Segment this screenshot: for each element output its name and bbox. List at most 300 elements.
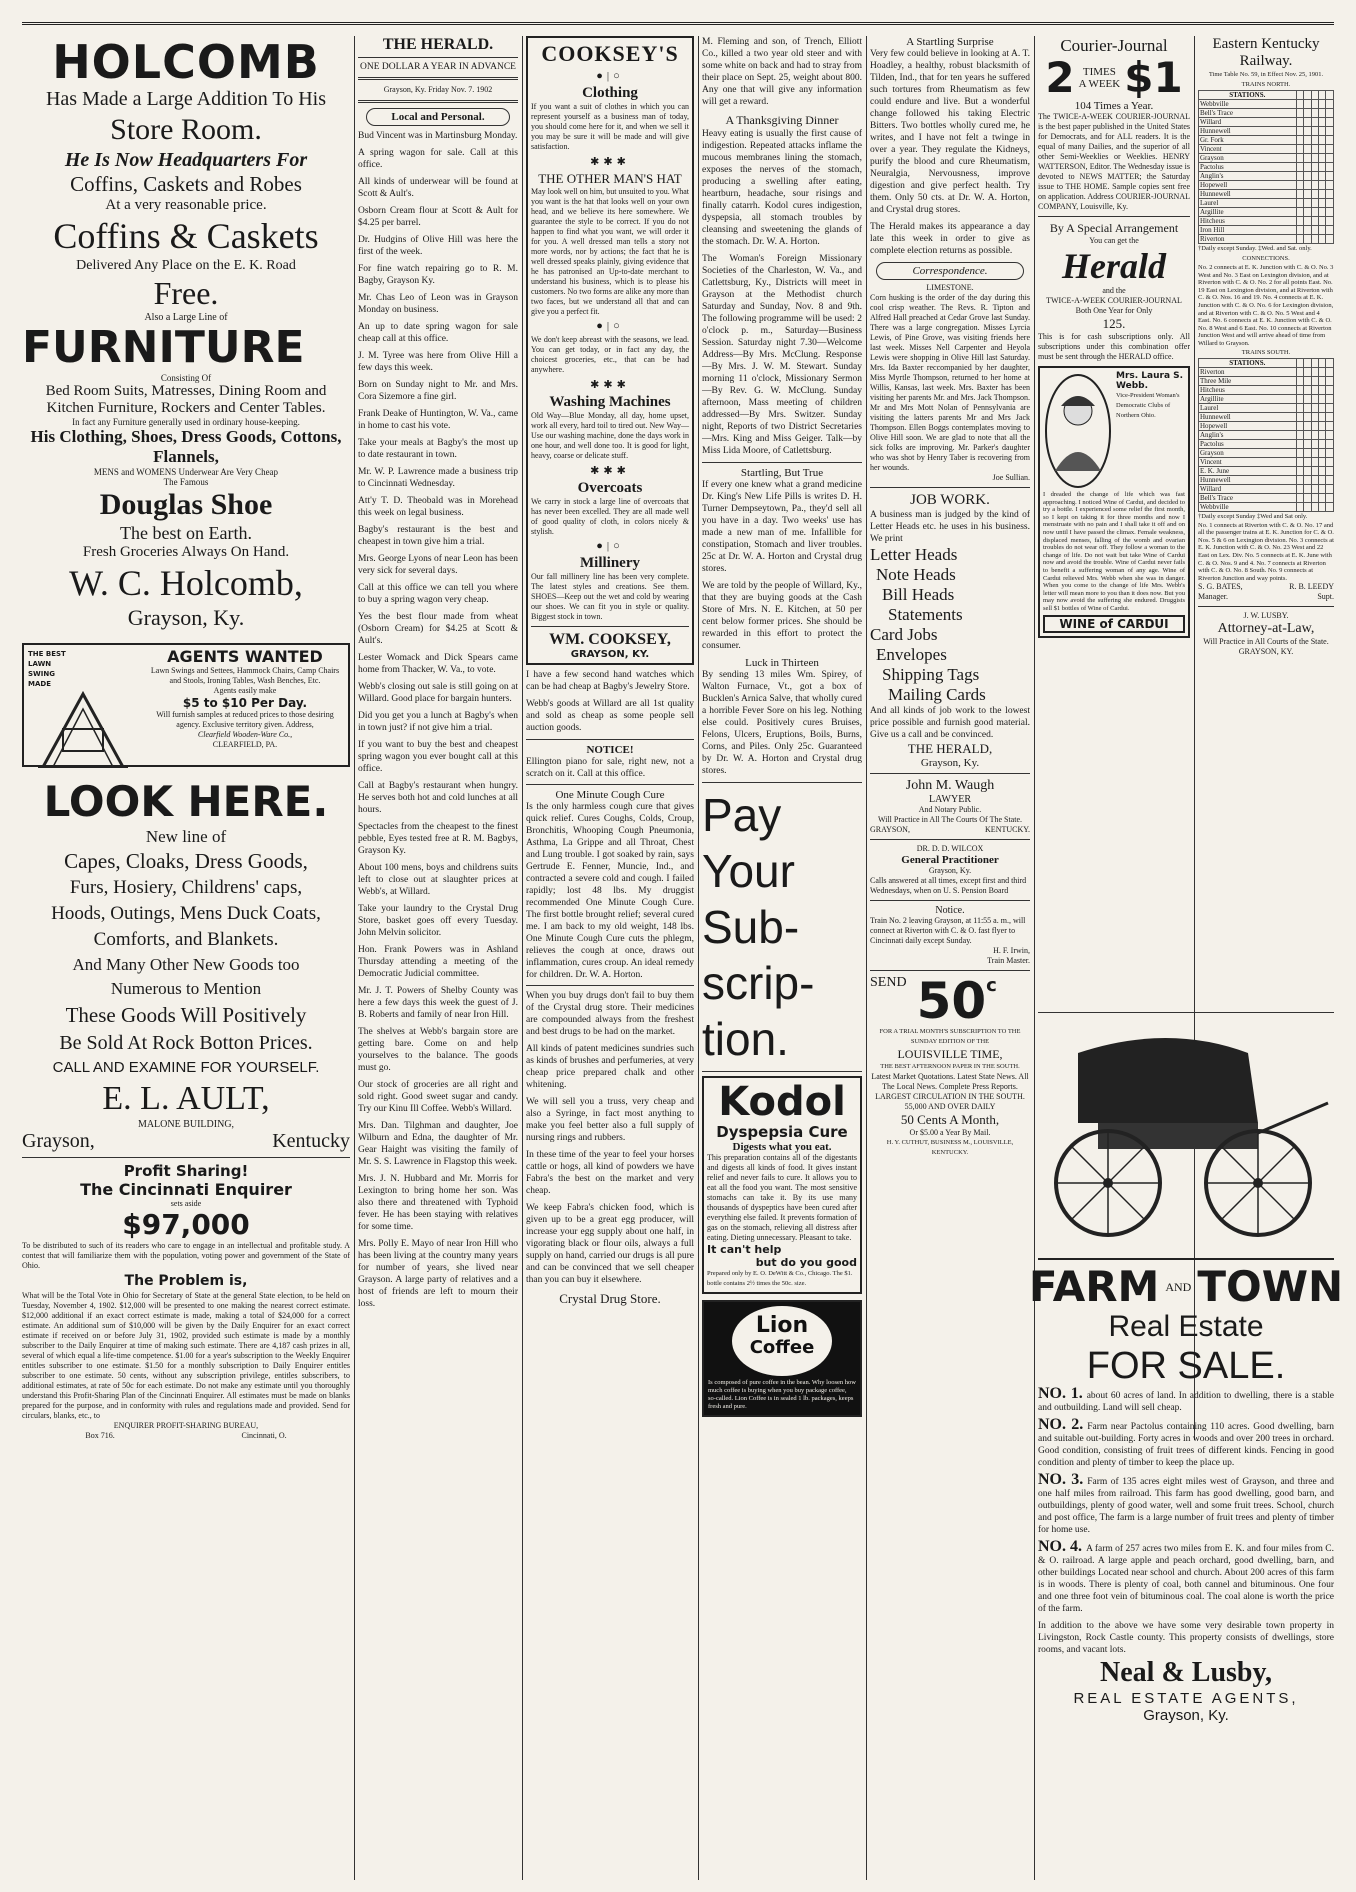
stations-label: STATIONS. [1199, 91, 1297, 100]
holcomb-line14: His Clothing, Shoes, Dress Goods, Cottons, Flannels, [30, 427, 342, 466]
timetable-row [1199, 235, 1334, 244]
times-paper: LOUISVILLE TIME, [897, 1047, 1003, 1061]
timetable-cell [1318, 217, 1325, 226]
waugh-text: Will Practice in All The Courts Of The State. [877, 815, 1023, 824]
timetable-cell [1304, 412, 1311, 421]
column-2 [358, 36, 518, 1880]
connections1: No. 2 connects at E. K. Junction with C. & O. No. 3 West and No. 3 East on Lexington division, and at Riverton with C. & O. No. 2 for all points East. No. 19 East on Lexington division, and at Riverton with C. & O. Nos. 16 and 19. No. 4 connects at E. K. Junction with C. & O. No. 6 for Lexington division, and at Riverton with C. & O. No. 5 West and 4 East. No. 6 connects at E. K. Junction with C. & O. No. 8 West and 6 East. No. 10 connects at Riverton Junction West and will arrive ahead of time from Willard to Grayson. [1198, 264, 1334, 347]
timetable-cell [1318, 457, 1325, 466]
job-city: Grayson, Ky. [920, 757, 980, 769]
station-name: Gr. Fork [1199, 136, 1297, 145]
local-item: Yes the best flour made from wheat (Osborn Cream) for $4.25 at Scott & Ault's. [358, 612, 518, 646]
timetable-row [1199, 172, 1334, 181]
timetable-cell [1318, 226, 1325, 235]
enquirer-city: Cincinnati, O. [241, 1431, 287, 1440]
timetable-cell [1296, 430, 1303, 439]
job-item: Statements [888, 605, 963, 624]
timetable-cell [1296, 181, 1303, 190]
lawn-swing-caption: THE BEST LAWN SWING MADE [28, 650, 66, 688]
farm-lots [1038, 1385, 1335, 1615]
lot-description: A farm of 257 acres two miles from E. K. and four miles from C. & O. railroad. A large apple and peach orchard, good dwelling, barn, and other buildings Located near school and church. About 200 acres of this farm is in woods. There is plenty of coal, both cannel and bituminous. One four and one three foot vein of bituminous coal. The coal alone is worth the price of the farm. [1038, 1544, 1335, 1614]
cooksey-p5: We carry in stock a large line of overcoats that has never been excelled. They are all made well of good quality of cloth, in colors nicely & stylish. [531, 497, 689, 536]
job-item: Envelopes [876, 645, 947, 664]
herald-note: The Herald makes its appearance a day late this week in order to give as complete election returns as possible. [870, 222, 1030, 256]
cooksey-hat: THE OTHER MAN'S HAT [538, 171, 682, 186]
and-word: AND [1165, 1279, 1192, 1294]
enquirer-problem: The Problem is, [124, 1273, 248, 1289]
holcomb-line16: The Famous [163, 477, 209, 487]
timetable-cell [1304, 376, 1311, 385]
kodol-sub: Dyspepsia Cure [716, 1123, 848, 1141]
timetable-row [1199, 136, 1334, 145]
ornament-icon: ✱✱✱ [590, 379, 630, 391]
timetable-cell [1304, 421, 1311, 430]
lawn-swing-illustration [28, 649, 138, 753]
look-here-l7: Numerous to Mention [110, 979, 262, 998]
station-name: Hopewell [1199, 181, 1297, 190]
local-item: Bagby's restaurant is the best and cheapest in town give him a trial. [358, 525, 518, 547]
station-name: Anglin's [1199, 172, 1297, 181]
timetable-cell [1326, 403, 1334, 412]
timetable-cell [1326, 466, 1334, 475]
timetable-cell [1318, 430, 1325, 439]
agents-easy-text: Agents easily make [213, 686, 277, 695]
look-here-l4: Hoods, Outings, Mens Duck Coats, [51, 903, 321, 924]
timetable-row [1199, 493, 1334, 502]
timetable-cell [1296, 199, 1303, 208]
station-name: Hunnewell [1199, 190, 1297, 199]
timetable-row [1199, 394, 1334, 403]
times-daily: 55,000 AND OVER DAILY [904, 1102, 996, 1111]
times-year: Or $5.00 a Year By Mail. [909, 1128, 991, 1137]
times-items: Latest Market Quotations. Latest State News. All The Local News. Complete Press Reports. [871, 1072, 1029, 1091]
station-name: Bell's Trace [1199, 109, 1297, 118]
times-month: 50 Cents A Month, [900, 1112, 1000, 1127]
timetable-cell [1318, 109, 1325, 118]
local-item: Webb's closing out sale is still going on at Willard. Good place for bargain hunters. [358, 682, 518, 704]
list-item: Webb's goods at Willard are all 1st quality and sold as cheap as some people sell auction goods. [526, 699, 694, 733]
timetable-cell [1311, 100, 1318, 109]
timetable-row [1199, 127, 1334, 136]
look-here-city: Grayson, [22, 1130, 95, 1152]
timetable-cell [1326, 385, 1334, 394]
manager-title: Manager. [1198, 592, 1228, 602]
timetable-cell [1326, 457, 1334, 466]
ornament-icon: ✱✱✱ [590, 156, 630, 168]
timetable-cell [1318, 421, 1325, 430]
timetable-cell [1296, 127, 1303, 136]
timetable-cell [1311, 136, 1318, 145]
pay-word: Your [702, 845, 795, 897]
station-name: Pactolus [1199, 163, 1297, 172]
luck-title: Luck in Thirteen [745, 657, 819, 669]
agents-wanted-ad [22, 643, 350, 767]
station-name: Iron Hill [1199, 226, 1297, 235]
timetable-cell [1311, 448, 1318, 457]
local-item: Bud Vincent was in Martinsburg Monday. [358, 131, 518, 141]
station-name: E. K. June [1199, 466, 1297, 475]
correspondence-heading: Correspondence. [876, 262, 1024, 280]
station-name: Anglin's [1199, 430, 1297, 439]
timetable-cell [1296, 475, 1303, 484]
local-item: Spectacles from the cheapest to the finest pebble, Eyes tested free at R. M. Bagbys, Grayson Ky. [358, 822, 518, 856]
cooksey-clothing: Clothing [582, 85, 638, 101]
timetable-cell [1296, 145, 1303, 154]
agents-company: Clearfield Wooden-Ware Co., [197, 730, 293, 739]
timetable-cell [1296, 484, 1303, 493]
timetable-row [1199, 457, 1334, 466]
holcomb-line9: Also a Large Line of [144, 312, 228, 323]
column-rule [866, 36, 867, 1880]
timetable-cell [1326, 154, 1334, 163]
column-rule [522, 36, 523, 1880]
column-4 [702, 36, 862, 1880]
timetable-row [1199, 385, 1334, 394]
farm-word: FARM [1028, 1262, 1160, 1311]
buggy-icon [1038, 1013, 1334, 1249]
railway-officer-titles [1198, 592, 1334, 602]
timetable-cell [1304, 235, 1311, 244]
timetable-cell [1311, 376, 1318, 385]
drug-items [526, 990, 694, 1286]
timetable-cell [1311, 208, 1318, 217]
holcomb-line13: In fact any Furniture generally used in ordinary house-keeping. [72, 417, 300, 427]
timetable-cell [1318, 475, 1325, 484]
local-item: Take your meals at Bagby's the most up to date restaurant in town. [358, 438, 518, 460]
timetable-cell [1326, 439, 1334, 448]
supt-title: Supt. [1317, 592, 1334, 602]
timetable-cell [1304, 493, 1311, 502]
portrait-icon [1043, 371, 1113, 491]
timetable-cell [1304, 385, 1311, 394]
society-notice: The Woman's Foreign Missionary Societies of the Charleston, W. Va., and Catlettsburg, Ky., Districts will meet in Grayson at the Methodist church Saturday and Sunday, Nov. 8 and 9th. The following programme will be used: 2 o'clock p. m., Saturday—Business Session. Saturday night 7.30—Welcome Address—By Mrs. McClung. Response—By Mrs. J. W. M. Stewart. Sunday morning 11 o'clock, Missionary Sermon—By Rev. G. W. McClung. Sunday afternoon, Mass meeting of children addressed—By Mrs. Switzer. Sunday night, Reports of two District Secretaries—Mrs. King and Miss Geiger. Talk—by Miss Lida Moore, of Catlettsburg. [702, 254, 862, 456]
station-name: Argillite [1199, 208, 1297, 217]
timetable-cell [1304, 136, 1311, 145]
agents-wanted-title: AGENTS WANTED [167, 647, 323, 666]
railway-notes2: †Daily except Sunday ‡Wed and Sat only. [1198, 512, 1308, 520]
holcomb-line7: Delivered Any Place on the E. K. Road [76, 258, 296, 273]
times-circ: LARGEST CIRCULATION IN THE SOUTH. [875, 1092, 1025, 1101]
supt-name: R. B. LEEDY [1289, 582, 1334, 592]
enquirer-amount: $97,000 [122, 1208, 250, 1241]
timetable-cell [1318, 493, 1325, 502]
timetable-cell [1296, 208, 1303, 217]
look-here-l9: Be Sold At Rock Botton Prices. [59, 1032, 313, 1054]
agents-city: CLEARFIELD, PA. [212, 740, 278, 749]
timetable-row [1199, 199, 1334, 208]
lot-description: Farm of 135 acres eight miles west of Grayson, and three and one half miles from railroad. This farm has good dwelling, good barn, and outbuildings, plenty of good water, well and some fruit trees. School, church and post office, The farm is a large number of fruit trees and plenty of timber for home use. [1038, 1477, 1334, 1535]
lion-text: Is composed of pure coffee in the bean. Why loosen how much coffee is buying when you buy package coffee, so-called. Lion Coffee is in sealed 1 lb. packages, keeps fresh and pure. [708, 1379, 856, 1410]
waugh-name: John M. Waugh [905, 778, 995, 793]
job-item: Mailing Cards [888, 685, 986, 704]
holcomb-line11: Consisting Of [160, 373, 212, 383]
timetable-cell [1311, 493, 1318, 502]
timetable-cell [1326, 475, 1334, 484]
timetable-cell [1326, 217, 1334, 226]
holcomb-line1: Has Made a Large Addition To His [45, 88, 327, 110]
timetable-cell [1318, 502, 1325, 511]
timetable-cell [1304, 367, 1311, 376]
lot-number: NO. 1. [1038, 1385, 1083, 1402]
station-name: Hitcheus [1199, 217, 1297, 226]
newspaper-page [22, 22, 1344, 1880]
look-here-l1: New line of [145, 827, 227, 846]
timetable-cell [1296, 466, 1303, 475]
timetable-row [1199, 421, 1334, 430]
timetable-cell [1296, 493, 1303, 502]
timetable-row [1199, 100, 1334, 109]
waugh-state: KENTUCKY. [985, 825, 1030, 834]
startling-title: Startling, But True [740, 467, 824, 479]
correspondence-place: LIMESTONE. [926, 283, 974, 292]
ornament-icon: ●|○ [596, 540, 624, 552]
cooksey-sig: WM. COOKSEY, [549, 631, 671, 648]
timetable-north [1198, 90, 1334, 244]
timetable-cell [1326, 118, 1334, 127]
agents-pay: $5 to $10 Per Day. [182, 696, 308, 710]
timetable-cell [1326, 208, 1334, 217]
train-notice-sig: H. F. Irwin, [993, 946, 1030, 955]
timetable-row [1199, 502, 1334, 511]
timetable-cell [1318, 199, 1325, 208]
timetable-cell [1296, 163, 1303, 172]
farm-lot [1038, 1416, 1335, 1469]
list-item: I have a few second hand watches which can be had cheap at Bagby's Jewelry Store. [526, 670, 694, 692]
lot-number: NO. 2. [1038, 1416, 1084, 1433]
timetable-row [1199, 163, 1334, 172]
pay-word: Sub- [702, 901, 800, 953]
herald-masthead: THE HERALD. [358, 36, 518, 58]
timetable-cell [1311, 430, 1318, 439]
station-name: Hunnewell [1199, 475, 1297, 484]
local-item: Call at Bagby's restaurant when hungry. He serves both hot and cold lunches at all hours. [358, 781, 518, 815]
timetable-cell [1304, 172, 1311, 181]
webb-role: Vice-President Woman's Democratic Clubs of Northern Ohio. [1116, 392, 1180, 419]
holcomb-line21: Grayson, Ky. [127, 605, 245, 630]
special-sub: You can get the [1089, 236, 1139, 245]
farm-lot [1038, 1471, 1334, 1536]
timetable-cell [1318, 145, 1325, 154]
timetable-cell [1296, 439, 1303, 448]
station-name: Vincent [1199, 145, 1297, 154]
station-name: Riverton [1199, 235, 1297, 244]
timetable-cell [1311, 235, 1318, 244]
timetable-row [1199, 181, 1334, 190]
times-pub: H. Y. CUTHUT, BUSINESS M., LOUISVILLE, KENTUCKY. [886, 1139, 1014, 1156]
cj-dollar: $1 [1124, 53, 1183, 102]
station-name: Webbville [1199, 100, 1297, 109]
station-name: Vincent [1199, 457, 1297, 466]
lot-number: NO. 4. [1038, 1538, 1083, 1555]
timetable-row [1199, 208, 1334, 217]
timetable-cell [1311, 127, 1318, 136]
timetable-cell [1318, 385, 1325, 394]
cardui-ad [1038, 366, 1190, 638]
timetable-cell [1304, 199, 1311, 208]
kodol-ad [702, 1076, 862, 1294]
local-item: Lester Womack and Dick Spears came home from Thacker, W. Va., to vote. [358, 653, 518, 675]
cooksey-overcoats: Overcoats [577, 480, 643, 496]
local-item: A spring wagon for sale. Call at this office. [358, 148, 518, 170]
column-3 [526, 36, 694, 1880]
timetable-cell [1296, 385, 1303, 394]
holcomb-line18: The best on Earth. [120, 523, 252, 543]
local-item: Mrs. Polly E. Mayo of near Iron Hill who has been living at the country many years for number of years, she lived near Grayson. A large party of relatives and a host of friends are left to mourn their loss. [358, 1239, 518, 1309]
farm-lot [1038, 1385, 1334, 1414]
look-here-title: LOOK HERE. [43, 777, 329, 826]
local-item: Our stock of groceries are all right and sold right. Good sweet sugar and candy. Try our Kinu Ill Coffee. Webb's Willard. [358, 1080, 518, 1114]
timetable-cell [1311, 199, 1318, 208]
timetable-cell [1304, 100, 1311, 109]
farm-lot [1038, 1538, 1335, 1615]
timetable-cell [1296, 403, 1303, 412]
timetable-cell [1311, 412, 1318, 421]
station-name: Hopewell [1199, 421, 1297, 430]
cj-times-row [1038, 53, 1190, 102]
kodol-title: Kodol [718, 1079, 846, 1125]
timetable-cell [1326, 376, 1334, 385]
waugh-location [870, 825, 1030, 835]
surprise-text: Very few could believe in looking at A. T. Hoadley, a healthy, robust blacksmith of Tilden, Ind., that for ten years he suffered such tortures from Rheumatism as few could endure and live. But a wonderful change followed his taking Electric Bitters. Two bottles wholly cured me, he writes, and I have not felt a twinge in over a year. They regulate the Kidneys, purify the blood and cure Rheumatism, Neuralgia, Nervousness, improve digestion and give perfect health. Try them. Only 50 cts. at Dr. W. A. Horton, and Crystal drug stores. [870, 49, 1030, 215]
local-item: Att'y T. D. Theobald was in Morehead this week on legal business. [358, 496, 518, 518]
holcomb-line15: MENS and WOMENS Underwear Are Very Cheap [93, 467, 279, 477]
local-item: All kinds of underwear will be found at Scott & Ault's. [358, 177, 518, 199]
enquirer-t3: sets aside [170, 1199, 202, 1208]
timetable-row [1199, 190, 1334, 199]
timetable-cell [1326, 412, 1334, 421]
train-notice-title: Notice. [935, 905, 965, 916]
timetable-cell [1326, 235, 1334, 244]
wilcox-text: Calls answered at all times, except first and third Wednesdays, when on U. S. Pension Board [870, 876, 1027, 895]
timetable-cell [1296, 226, 1303, 235]
ornament-icon: ●|○ [596, 70, 624, 82]
timetable-cell [1304, 430, 1311, 439]
cure-title: One Minute Cough Cure [555, 789, 665, 801]
cj-issues: 104 Times a Year. [1074, 100, 1154, 112]
timetable-cell [1304, 457, 1311, 466]
job-item: Letter Heads [870, 545, 958, 564]
timetable-cell [1326, 163, 1334, 172]
holcomb-line5: At a very reasonable price. [105, 197, 267, 213]
cooksey-millinery: Millinery [580, 555, 640, 571]
timetable-cell [1304, 190, 1311, 199]
timetable-cell [1318, 136, 1325, 145]
job-items [870, 545, 1030, 705]
holcomb-line8: Free. [153, 275, 219, 311]
station-name: Pactolus [1199, 439, 1297, 448]
enquirer-address [22, 1431, 350, 1441]
lusby-name: J. W. LUSBY. [1243, 611, 1289, 621]
timetable-cell [1318, 127, 1325, 136]
timetable-cell [1326, 502, 1334, 511]
look-here-ault: E. L. AULT, [102, 1080, 270, 1117]
timetable-cell [1311, 118, 1318, 127]
times-price: 50 [916, 972, 987, 1030]
special-both: Both One Year for Only [1075, 306, 1153, 315]
timetable-cell [1304, 154, 1311, 163]
timetable-cell [1304, 475, 1311, 484]
lion-title: Lion [755, 1313, 809, 1338]
special-price: 125. [1102, 316, 1126, 331]
kodol-good: but do you good [755, 1256, 857, 1269]
firm-city: Grayson, Ky. [1143, 1707, 1229, 1724]
local-item: The shelves at Webb's bargain store are getting bare. Come on and help yourselves to the balance. The goods must go. [358, 1027, 518, 1073]
timetable-cell [1326, 109, 1334, 118]
timetable-cell [1296, 421, 1303, 430]
lusby-title: Attorney-at-Law, [1217, 621, 1315, 637]
timetable-cell [1318, 208, 1325, 217]
timetable-cell [1318, 190, 1325, 199]
luck-text: By sending 13 miles Wm. Spirey, of Walton Furnace, Vt., got a box of Bucklen's Arnica Salve, that wholly cured a horrible Fever Sore on his leg. Nothing else could. Positively cures Bruises, Felons, Ulcers, Eruptions, Boils, Burns, Corns, and Piles. Only 25c. Guaranteed by Dr. W. A. Horton and Crystal drug stores. [702, 670, 862, 776]
timetable-cell [1326, 430, 1334, 439]
cardui-top [1043, 371, 1185, 491]
lusby-text: Will Practice in All Courts of the State. [1203, 637, 1329, 647]
job-item: Shipping Tags [882, 665, 980, 684]
station-name: Grayson [1199, 448, 1297, 457]
timetable-row [1199, 217, 1334, 226]
local-item: Mr. Chas Leo of Leon was in Grayson Monday on business. [358, 293, 518, 315]
connections2: No. 1 connects at Riverton with C. & O. No. 17 and all the passenger trains at E. K. Junction for C. & O. Nos. 5 & 6 on Lexington division. No. 3 connects at E. K. Junction with C. & O. No. 23 West and 22 East on Lex. Div. No. 5 connects at E. K. June with C. & O. Nos. 9 and 4. No. 7 connects at Riverton with C. & O. No. 8 South. No. 9 connects at Riverton Junction and way points. [1198, 521, 1334, 582]
timetable-cell [1326, 172, 1334, 181]
enquirer-bureau: ENQUIRER PROFIT-SHARING BUREAU, [113, 1421, 259, 1430]
job-item: Note Heads [876, 565, 956, 584]
timetable-cell [1326, 367, 1334, 376]
cj-times-text [1079, 66, 1121, 90]
kodol-cant: It can't help [707, 1243, 782, 1256]
timetable-cell [1318, 163, 1325, 172]
webb-text: I dreaded the change of life which was fast approaching. I noticed Wine of Cardui, and decided to try a bottle. I experienced some relief the first month, so I kept on taking it for three months and now I menstruate with no pain and I shall take it off and on now until I have passed the climax. Female weakness, displaced menses, falling of the womb and ovarian troubles do not wear off. They follow a woman to the change of life. Do not wait but take Wine of Cardui now and avoid the trouble. Wine of Cardui never fails to benefit a suffering woman of any age. Wine of Cardui relieved Mrs. Webb when she was in danger. When you come to the change of life Mrs. Webb's letter will mean more to you than it does now. But you may now avoid the suffering she endured. Druggists sell $1 bottles of Wine of Cardui. [1043, 491, 1185, 612]
holcomb-name: HOLCOMB [52, 36, 320, 89]
lawn-swing-icon [28, 689, 138, 769]
wilcox-name: DR. D. D. WILCOX [916, 844, 984, 853]
timetable-cell [1318, 367, 1325, 376]
timetable-cell [1311, 154, 1318, 163]
surprise-title: A Startling Surprise [906, 36, 994, 48]
timetable-cell [1311, 457, 1318, 466]
pay-word: scrip- [702, 957, 815, 1009]
timetable-row [1199, 226, 1334, 235]
times-cent: c [986, 975, 997, 996]
timetable-cell [1326, 136, 1334, 145]
local-item: Take your laundry to the Crystal Drug Store, basket goes off every Tuesday. John Melvin solicitor. [358, 904, 518, 938]
timetable-cell [1296, 394, 1303, 403]
timetable-cell [1311, 163, 1318, 172]
timetable-row [1199, 439, 1334, 448]
station-name: Hitcheus [1199, 385, 1297, 394]
job-tail: And all kinds of job work to the lowest price possible and furnish good material. Give us a call and be convinced. [870, 706, 1030, 740]
timetable-cell [1318, 154, 1325, 163]
enquirer-box: Box 716. [85, 1431, 115, 1440]
agents-wanted-text [146, 647, 344, 750]
holcomb-line6: Coffins & Caskets [53, 216, 319, 256]
cure-text: Is the only harmless cough cure that gives quick relief. Cures Coughs, Colds, Croup, Bronchitis, Whooping Cough Pneumonia, Asthma, La Grippe and all Throat, Chest and Lung trouble. I got soaked by rain, says Gertrude E. Fenner, Muncie, Ind., and contracted a severe cold and cough. I failed rapidly; lost 48 lbs. My druggist recommended One Minute Cough Cure. The first bottle brought relief; several cured me. I am back to my old weight, 148 lbs. One Minute Cough Cure cuts the phlegm, relieves the cough at once, draws out inflammation, cures croup. An ideal remedy for children. Dr. W. A. Horton. [526, 802, 694, 980]
cooksey-p6: Our fall millinery line has been very complete. The latest styles and creations. See them. SHOES—Keep out the wet and cold by wearing our shoes. We can fit you in style or quality. Biggest stock in town. [531, 572, 689, 621]
drug-item: We keep Fabra's chicken food, which is given up to be a great egg producer, will increase your egg supply about one half, in vigorating black or flour oils, always a full supply on hand, carried our drugs is all pure and can be convinced that we sell cheaper than you can buy it elsewhere. [526, 1203, 694, 1285]
station-name: Argillite [1199, 394, 1297, 403]
timetable-cell [1304, 466, 1311, 475]
special-text: This is for cash subscriptions only. All subscriptions under this combination offer must be sent through the HERALD office. [1038, 332, 1190, 361]
notice-text: Ellington piano for sale, right new, not a scratch on it. Call at this office. [526, 757, 694, 779]
timetable-cell [1311, 181, 1318, 190]
local-item: Mrs. George Lyons of near Leon has been very sick for several days. [358, 554, 518, 576]
local-item: Mr. W. P. Lawrence made a business trip to Cincinnati Wednesday. [358, 467, 518, 489]
station-name: Grayson [1199, 154, 1297, 163]
timetable-row [1199, 403, 1334, 412]
kodol-line: Digests what you eat. [732, 1141, 832, 1153]
cooksey-p4: Old Way—Blue Monday, all day, home upset, work all every, hard toil to tired out. New Way—Use our washing machine, done the days work in one hour, and well done too. It is good for light, heavy, coarse or delicate stuff. [531, 411, 689, 460]
webb-name: Mrs. Laura S. Webb. [1116, 371, 1184, 391]
look-here-l2: Capes, Cloaks, Dress Goods, [64, 849, 308, 873]
